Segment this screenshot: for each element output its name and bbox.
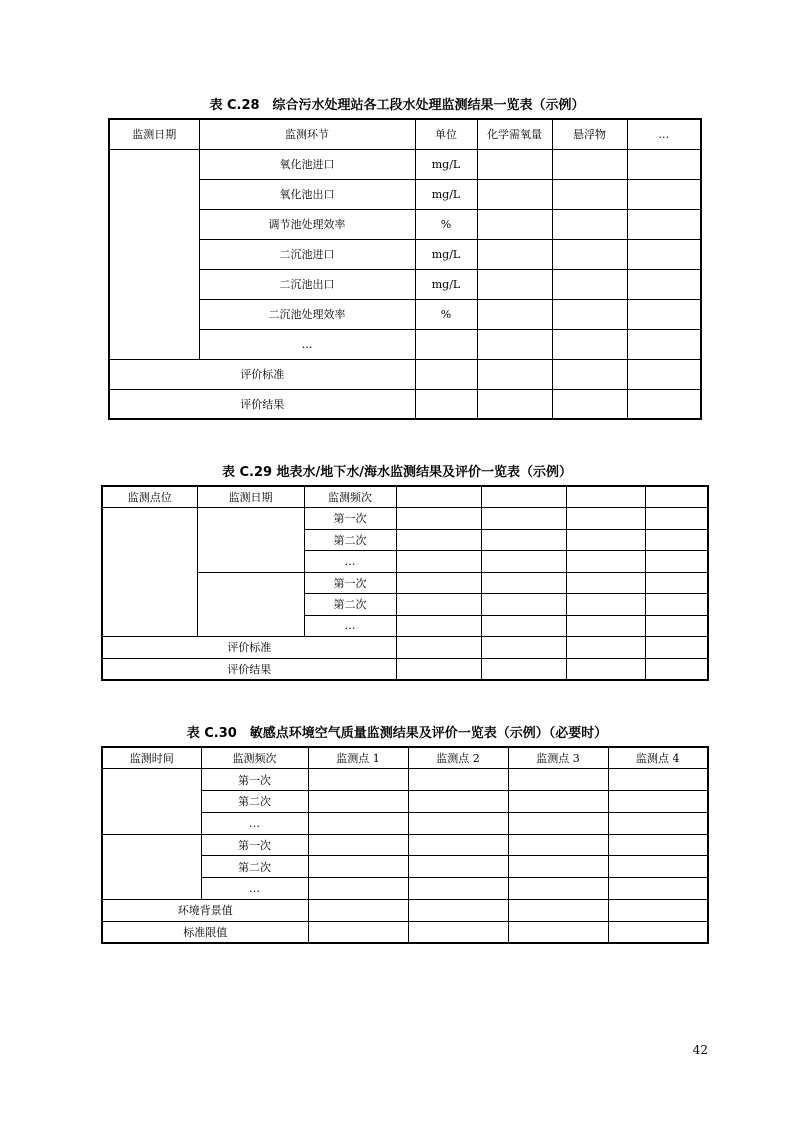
data-cell — [566, 529, 645, 551]
data-cell — [552, 209, 627, 239]
data-cell — [415, 359, 477, 389]
unit-cell: mg/L — [415, 149, 477, 179]
data-cell — [627, 359, 701, 389]
unit-cell: mg/L — [415, 179, 477, 209]
header-cell: 监测频次 — [304, 486, 396, 508]
table-row — [109, 389, 701, 419]
table-row — [109, 149, 701, 179]
data-cell — [396, 551, 481, 573]
data-cell — [396, 615, 481, 637]
data-cell — [645, 594, 708, 616]
page-number: 42 — [692, 1043, 708, 1057]
table-row — [102, 834, 708, 856]
table-row — [102, 637, 708, 659]
data-cell — [308, 812, 408, 834]
data-cell — [508, 791, 608, 813]
data-cell — [552, 239, 627, 269]
data-cell — [481, 658, 566, 680]
data-cell — [645, 615, 708, 637]
data-cell — [508, 812, 608, 834]
data-cell — [396, 572, 481, 594]
frequency-cell: … — [201, 878, 308, 900]
data-cell — [481, 508, 566, 530]
data-cell — [552, 299, 627, 329]
data-cell — [477, 149, 552, 179]
header-cell: 监测点 4 — [608, 747, 708, 769]
data-cell — [408, 856, 508, 878]
table-row — [109, 359, 701, 389]
time-cell — [102, 834, 201, 899]
stage-cell: 氧化池出口 — [199, 179, 415, 209]
data-cell — [645, 637, 708, 659]
unit-cell: mg/L — [415, 239, 477, 269]
data-cell — [627, 149, 701, 179]
data-cell — [481, 529, 566, 551]
date-cell — [197, 508, 304, 573]
time-cell — [102, 769, 201, 834]
data-cell — [552, 179, 627, 209]
data-cell — [396, 594, 481, 616]
unit-cell: % — [415, 299, 477, 329]
frequency-cell: 第一次 — [304, 572, 396, 594]
data-cell — [566, 551, 645, 573]
data-cell — [308, 791, 408, 813]
data-cell — [308, 900, 408, 922]
table-c30 — [101, 746, 709, 944]
header-cell — [645, 486, 708, 508]
header-cell: 监测点 3 — [508, 747, 608, 769]
unit-cell: % — [415, 209, 477, 239]
header-cell: 监测环节 — [199, 119, 415, 149]
data-cell — [308, 878, 408, 900]
frequency-cell: … — [304, 551, 396, 573]
data-cell — [477, 389, 552, 419]
table-row — [102, 769, 708, 791]
data-cell — [396, 637, 481, 659]
data-cell — [608, 834, 708, 856]
data-cell — [566, 658, 645, 680]
data-cell — [627, 179, 701, 209]
table-row — [102, 900, 708, 922]
data-cell — [508, 921, 608, 943]
data-cell — [308, 834, 408, 856]
data-cell — [627, 239, 701, 269]
table-c30-caption: 表 C.30 敏感点环境空气质量监测结果及评价一览表（示例）（必要时） — [186, 726, 608, 741]
data-cell — [477, 209, 552, 239]
data-cell — [645, 529, 708, 551]
header-cell: … — [627, 119, 701, 149]
evaluation-result-cell: 评价结果 — [102, 658, 396, 680]
data-cell — [508, 856, 608, 878]
data-cell — [608, 812, 708, 834]
stage-cell: … — [199, 329, 415, 359]
background-value-cell: 环境背景值 — [102, 900, 308, 922]
standard-limit-cell: 标准限值 — [102, 921, 308, 943]
data-cell — [308, 856, 408, 878]
stage-cell: 调节池处理效率 — [199, 209, 415, 239]
data-cell — [477, 179, 552, 209]
location-cell — [102, 508, 197, 637]
data-cell — [408, 834, 508, 856]
data-cell — [508, 878, 608, 900]
data-cell — [608, 921, 708, 943]
frequency-cell: 第一次 — [304, 508, 396, 530]
stage-cell: 二沉池处理效率 — [199, 299, 415, 329]
data-cell — [552, 269, 627, 299]
data-cell — [477, 239, 552, 269]
data-cell — [508, 900, 608, 922]
data-cell — [308, 921, 408, 943]
frequency-cell: 第二次 — [304, 594, 396, 616]
header-cell — [566, 486, 645, 508]
data-cell — [608, 900, 708, 922]
header-cell: 监测点 1 — [308, 747, 408, 769]
table-header-row — [102, 747, 708, 769]
evaluation-result-cell: 评价结果 — [109, 389, 415, 419]
table-c29-caption: 表 C.29 地表水/地下水/海水监测结果及评价一览表（示例） — [221, 465, 573, 480]
frequency-cell: 第二次 — [304, 529, 396, 551]
data-cell — [508, 769, 608, 791]
frequency-cell: 第一次 — [201, 769, 308, 791]
unit-cell: mg/L — [415, 269, 477, 299]
data-cell — [481, 572, 566, 594]
data-cell — [481, 615, 566, 637]
frequency-cell: 第一次 — [201, 834, 308, 856]
header-cell: 监测点 2 — [408, 747, 508, 769]
frequency-cell: 第二次 — [201, 856, 308, 878]
header-cell: 监测日期 — [109, 119, 199, 149]
frequency-cell: … — [201, 812, 308, 834]
header-cell — [396, 486, 481, 508]
evaluation-standard-cell: 评价标准 — [109, 359, 415, 389]
unit-cell — [415, 329, 477, 359]
data-cell — [396, 529, 481, 551]
data-cell — [566, 572, 645, 594]
table-c28-caption: 表 C.28 综合污水处理站各工段水处理监测结果一览表（示例） — [209, 98, 585, 113]
frequency-cell: 第二次 — [201, 791, 308, 813]
data-cell — [415, 389, 477, 419]
data-cell — [552, 359, 627, 389]
data-cell — [477, 359, 552, 389]
data-cell — [408, 900, 508, 922]
data-cell — [396, 658, 481, 680]
data-cell — [608, 856, 708, 878]
header-cell: 监测频次 — [201, 747, 308, 769]
data-cell — [627, 269, 701, 299]
table-c29 — [101, 485, 709, 681]
data-cell — [408, 812, 508, 834]
evaluation-standard-cell: 评价标准 — [102, 637, 396, 659]
frequency-cell: … — [304, 615, 396, 637]
data-cell — [608, 769, 708, 791]
data-cell — [477, 269, 552, 299]
data-cell — [477, 329, 552, 359]
header-cell: 化学需氧量 — [477, 119, 552, 149]
data-cell — [566, 508, 645, 530]
data-cell — [608, 878, 708, 900]
data-cell — [552, 329, 627, 359]
data-cell — [552, 389, 627, 419]
header-cell: 单位 — [415, 119, 477, 149]
data-cell — [566, 594, 645, 616]
data-cell — [408, 921, 508, 943]
stage-cell: 氧化池进口 — [199, 149, 415, 179]
header-cell: 悬浮物 — [552, 119, 627, 149]
data-cell — [481, 637, 566, 659]
data-cell — [645, 658, 708, 680]
stage-cell: 二沉池进口 — [199, 239, 415, 269]
data-cell — [627, 209, 701, 239]
data-cell — [645, 551, 708, 573]
data-cell — [552, 149, 627, 179]
table-row — [102, 508, 708, 530]
data-cell — [627, 389, 701, 419]
data-cell — [645, 508, 708, 530]
data-cell — [627, 329, 701, 359]
table-row — [102, 921, 708, 943]
data-cell — [408, 878, 508, 900]
data-cell — [308, 769, 408, 791]
table-header-row — [109, 119, 701, 149]
header-cell: 监测时间 — [102, 747, 201, 769]
data-cell — [396, 508, 481, 530]
data-cell — [566, 615, 645, 637]
header-cell: 监测日期 — [197, 486, 304, 508]
table-c28 — [108, 118, 702, 420]
data-cell — [566, 637, 645, 659]
header-cell — [481, 486, 566, 508]
header-cell: 监测点位 — [102, 486, 197, 508]
table-header-row — [102, 486, 708, 508]
date-cell — [109, 149, 199, 359]
stage-cell: 二沉池出口 — [199, 269, 415, 299]
data-cell — [645, 572, 708, 594]
data-cell — [481, 594, 566, 616]
data-cell — [477, 299, 552, 329]
table-row — [102, 658, 708, 680]
data-cell — [481, 551, 566, 573]
data-cell — [508, 834, 608, 856]
data-cell — [408, 791, 508, 813]
data-cell — [627, 299, 701, 329]
data-cell — [608, 791, 708, 813]
date-cell — [197, 572, 304, 637]
data-cell — [408, 769, 508, 791]
